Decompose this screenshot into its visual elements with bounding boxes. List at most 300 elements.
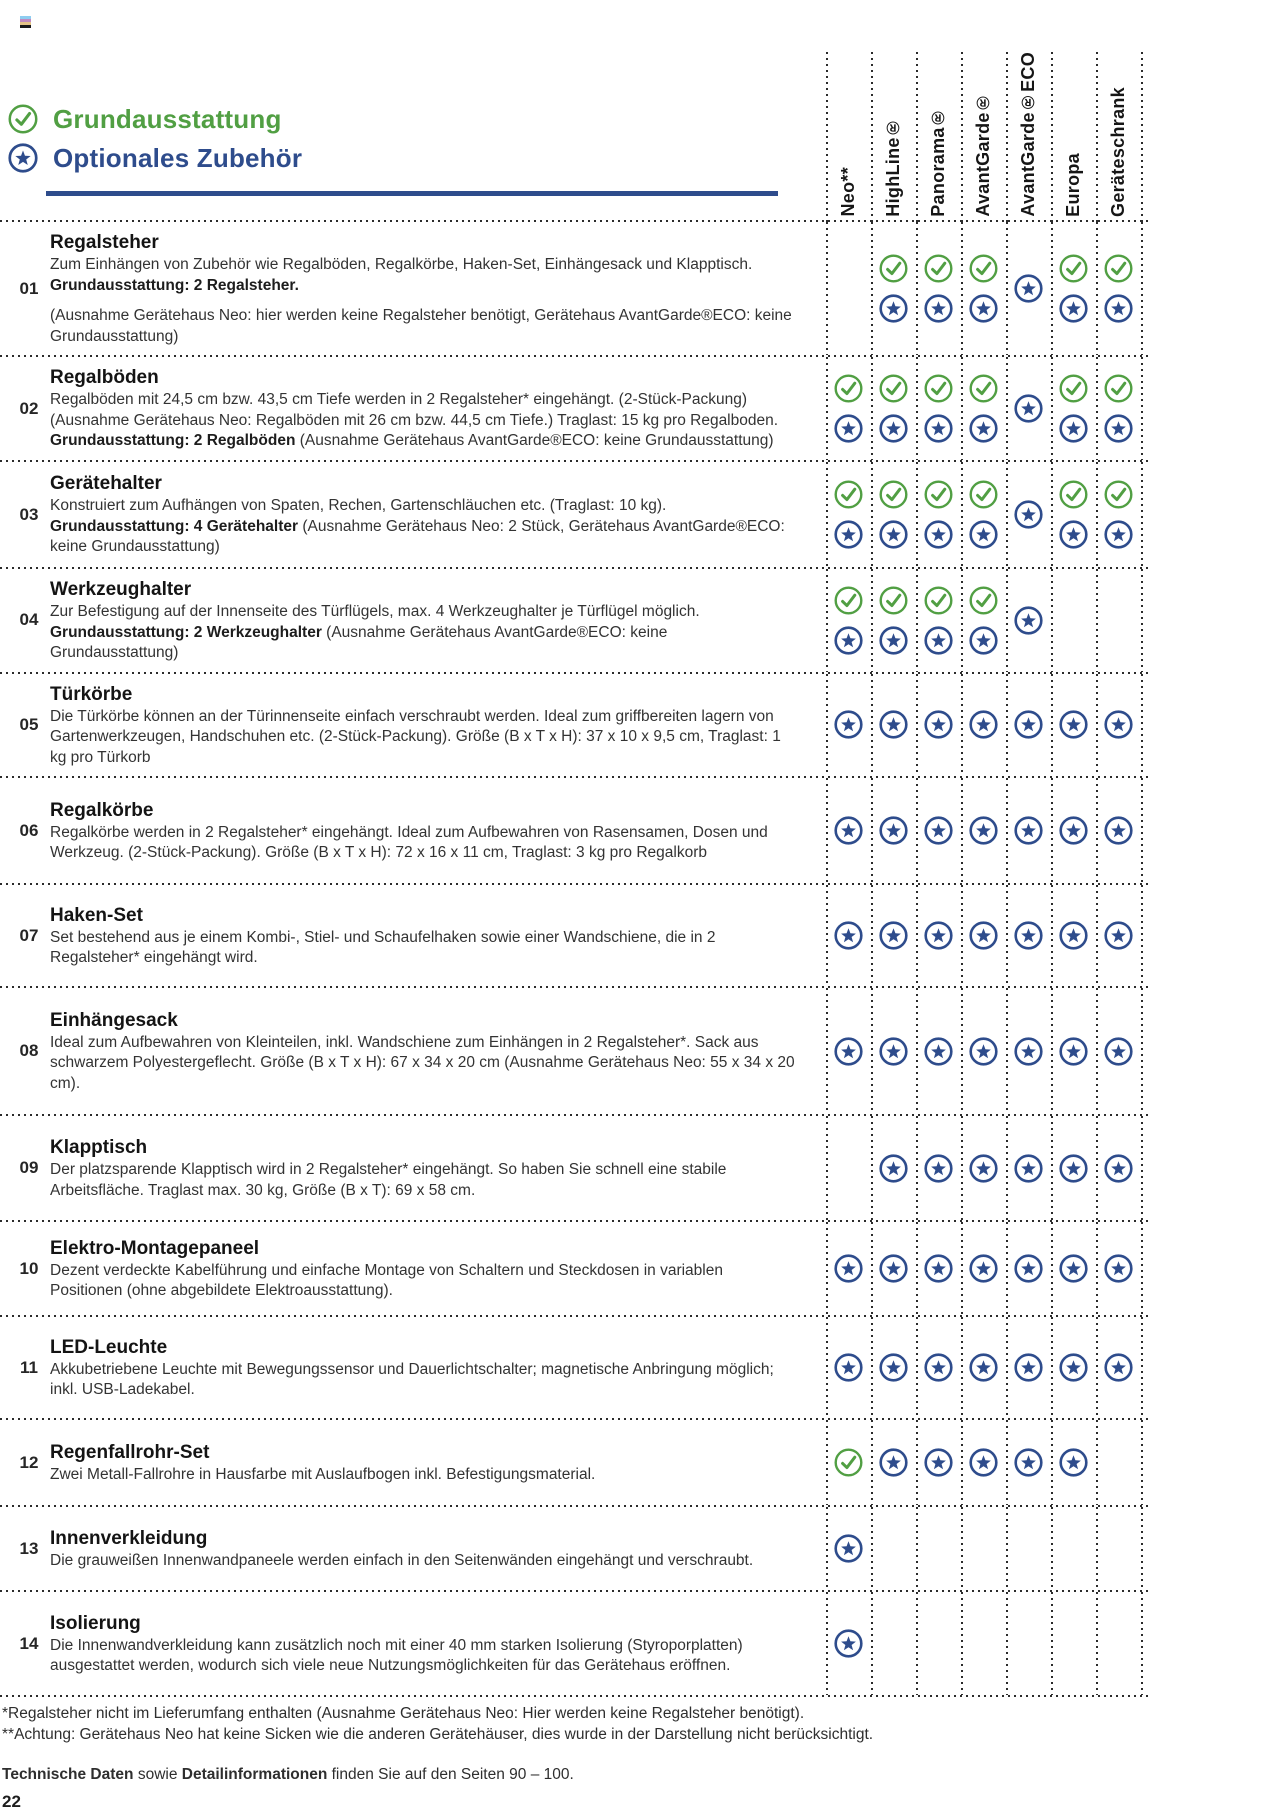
star-icon	[879, 1037, 908, 1066]
legend-optional	[8, 139, 826, 178]
matrix-cell	[826, 988, 871, 1114]
matrix-cell	[871, 222, 916, 355]
star-icon	[1059, 1037, 1088, 1066]
check-icon	[969, 374, 998, 403]
description-paragraph: Der platzsparende Klapptisch wird in 2 Regalsteher* eingehängt. So haben Sie schnell eine stabile Arbeitsfläche. Traglast max. 30 kg, Größe (B x T): 69 x 58 cm.	[50, 1161, 727, 1199]
star-icon	[1059, 520, 1088, 549]
table-row	[8, 1507, 1141, 1590]
star-icon	[1059, 1448, 1088, 1477]
matrix-cell	[871, 462, 916, 567]
check-icon	[1059, 374, 1088, 403]
matrix-cell	[1096, 1222, 1141, 1315]
matrix-cell	[1006, 1116, 1051, 1220]
row-title: Innenverkleidung	[50, 1527, 208, 1549]
description-paragraph: Grundausstattung: 2 Regalsteher.	[50, 276, 299, 294]
check-icon	[924, 254, 953, 283]
matrix-cell	[961, 569, 1006, 672]
star-icon	[1014, 921, 1043, 950]
star-icon	[924, 520, 953, 549]
legend-optional-label: Optionales Zubehör	[53, 142, 303, 173]
description-paragraph: Grundausstattung: 2 Werkzeughalter (Ausnahme Gerätehaus AvantGarde®ECO: keine Grundausstattung)	[50, 623, 668, 661]
check-icon	[1104, 254, 1133, 283]
matrix-cell	[1006, 1317, 1051, 1418]
star-icon	[834, 1353, 863, 1382]
row-title: Türkörbe	[50, 683, 133, 705]
row-title: Haken-Set	[50, 904, 143, 926]
row-description	[50, 988, 826, 1114]
star-icon	[969, 816, 998, 845]
star-icon	[1059, 414, 1088, 443]
matrix-cell	[916, 222, 961, 355]
equipment-matrix-table	[8, 52, 1141, 1697]
star-icon	[1014, 500, 1043, 529]
star-icon	[834, 626, 863, 655]
check-icon	[969, 586, 998, 615]
column-header-label: Europa	[1063, 152, 1083, 217]
star-icon	[8, 143, 38, 173]
star-icon	[969, 921, 998, 950]
matrix-cell	[1051, 1317, 1096, 1418]
star-icon	[8, 143, 38, 173]
check-icon	[879, 480, 908, 509]
matrix-cell	[961, 1592, 1006, 1695]
matrix-cell	[916, 1222, 961, 1315]
row-number: 03	[19, 504, 39, 524]
star-icon	[969, 1037, 998, 1066]
check-icon	[8, 104, 38, 134]
table-header-row	[8, 52, 1141, 220]
row-title: Elektro-Montagepaneel	[50, 1237, 260, 1259]
row-title: Isolierung	[50, 1612, 141, 1634]
table-row	[8, 988, 1141, 1114]
matrix-cell	[1006, 1222, 1051, 1315]
star-icon	[969, 414, 998, 443]
check-icon	[1104, 374, 1133, 403]
matrix-cell	[826, 885, 871, 986]
matrix-cell	[1051, 1116, 1096, 1220]
matrix-cell	[916, 1420, 961, 1505]
star-icon	[1059, 1154, 1088, 1183]
star-icon	[834, 1534, 863, 1563]
matrix-cell	[1051, 885, 1096, 986]
row-description	[50, 569, 826, 672]
matrix-cell	[1096, 778, 1141, 883]
matrix-cell	[916, 462, 961, 567]
row-description	[50, 1222, 826, 1315]
matrix-cell	[1096, 222, 1141, 355]
check-icon	[924, 480, 953, 509]
row-number: 12	[19, 1452, 39, 1472]
star-icon	[1014, 394, 1043, 423]
table-row	[8, 1116, 1141, 1220]
check-icon	[834, 1448, 863, 1477]
matrix-cell	[1096, 674, 1141, 777]
check-icon	[1059, 254, 1088, 283]
row-number: 06	[19, 820, 39, 840]
matrix-cell	[1051, 778, 1096, 883]
legend-standard-label: Grundausstattung	[53, 103, 282, 134]
matrix-cell	[826, 222, 871, 355]
description-paragraph: Die Innenwandverkleidung kann zusätzlich noch mit einer 40 mm starken Isolierung (Styroporplatten) ausgestattet werden, wodurch sich viele neue Nutzungsmöglichkeiten für das Gerätehaus eröffnen.	[50, 1636, 743, 1674]
table-row	[8, 674, 1141, 777]
matrix-cell	[1006, 222, 1051, 355]
matrix-cell	[961, 1222, 1006, 1315]
matrix-cell	[916, 885, 961, 986]
matrix-cell	[871, 1222, 916, 1315]
star-icon	[924, 816, 953, 845]
description-paragraph: (Ausnahme Gerätehaus Neo: hier werden keine Regalsteher benötigt, Gerätehaus AvantGarde®ECO: keine Grundausstattung)	[50, 307, 792, 345]
matrix-cell	[961, 462, 1006, 567]
star-icon	[1014, 1448, 1043, 1477]
matrix-cell	[961, 1420, 1006, 1505]
matrix-cell	[916, 778, 961, 883]
star-icon	[879, 1254, 908, 1283]
matrix-cell	[1051, 222, 1096, 355]
matrix-cell	[1051, 569, 1096, 672]
column-header	[1096, 52, 1141, 225]
column-header-label: AvantGarde®	[973, 91, 993, 217]
page-number: 22	[2, 1792, 21, 1811]
star-icon	[879, 414, 908, 443]
matrix-cell	[1096, 462, 1141, 567]
description-paragraph: Set bestehend aus je einem Kombi-, Stiel- und Schaufelhaken sowie einer Wandschiene, die in 2 Regalsteher* eingehängt wird.	[50, 928, 716, 966]
star-icon	[1059, 921, 1088, 950]
check-icon	[834, 586, 863, 615]
description-paragraph: Akkubetriebene Leuchte mit Bewegungssensor und Dauerlichtschalter; magnetische Anbringung möglich; inkl. USB-Ladekabel.	[50, 1360, 774, 1398]
matrix-cell	[871, 778, 916, 883]
star-icon	[969, 1448, 998, 1477]
row-number: 13	[19, 1538, 39, 1558]
star-icon	[1104, 1154, 1133, 1183]
star-icon	[1104, 816, 1133, 845]
row-title: Regalsteher	[50, 232, 159, 253]
table-row	[8, 222, 1141, 355]
legend-standard	[8, 100, 826, 139]
table-row	[8, 569, 1141, 672]
matrix-cell	[916, 988, 961, 1114]
matrix-cell	[916, 1317, 961, 1418]
row-description	[50, 357, 826, 460]
matrix-cell	[916, 569, 961, 672]
matrix-cell	[1006, 1507, 1051, 1590]
row-number: 05	[19, 714, 39, 734]
description-paragraph: Dezent verdeckte Kabelführung und einfache Montage von Schaltern und Steckdosen in variablen Positionen (ohne abgebildete Elektroausstattung).	[50, 1261, 723, 1299]
star-icon	[1014, 1154, 1043, 1183]
star-icon	[924, 921, 953, 950]
star-icon	[1014, 710, 1043, 739]
table-row	[8, 1420, 1141, 1505]
matrix-cell	[961, 1116, 1006, 1220]
matrix-cell	[1006, 569, 1051, 672]
row-description	[50, 462, 826, 567]
matrix-cell	[1096, 1592, 1141, 1695]
star-icon	[1014, 1254, 1043, 1283]
matrix-cell	[826, 462, 871, 567]
matrix-cell	[826, 1592, 871, 1695]
matrix-cell	[1096, 1420, 1141, 1505]
column-header-label: HighLine®	[883, 116, 903, 217]
matrix-cell	[961, 988, 1006, 1114]
matrix-cell	[1096, 1317, 1141, 1418]
star-icon	[924, 1254, 953, 1283]
star-icon	[834, 414, 863, 443]
matrix-cell	[1051, 1507, 1096, 1590]
row-description	[50, 674, 826, 777]
row-title: Regalböden	[50, 367, 159, 389]
star-icon	[969, 520, 998, 549]
star-icon	[924, 1353, 953, 1382]
matrix-cell	[1006, 462, 1051, 567]
row-title: Werkzeughalter	[50, 579, 192, 600]
check-icon	[969, 254, 998, 283]
matrix-cell	[916, 1592, 961, 1695]
star-icon	[924, 294, 953, 323]
matrix-cell	[961, 674, 1006, 777]
star-icon	[1059, 710, 1088, 739]
star-icon	[1104, 520, 1133, 549]
matrix-cell	[826, 357, 871, 460]
star-icon	[924, 710, 953, 739]
matrix-cell	[826, 778, 871, 883]
star-icon	[834, 816, 863, 845]
footnotes	[2, 1704, 873, 1745]
star-icon	[879, 626, 908, 655]
matrix-cell	[1006, 1592, 1051, 1695]
row-number: 01	[19, 278, 39, 298]
star-icon	[1014, 274, 1043, 303]
check-icon	[879, 586, 908, 615]
check-icon	[924, 586, 953, 615]
star-icon	[834, 921, 863, 950]
star-icon	[924, 1037, 953, 1066]
star-icon	[1104, 710, 1133, 739]
star-icon	[1014, 606, 1043, 635]
row-number: 04	[19, 610, 39, 630]
matrix-cell	[826, 1420, 871, 1505]
star-icon	[969, 294, 998, 323]
matrix-cell	[871, 674, 916, 777]
star-icon	[1059, 1254, 1088, 1283]
check-icon	[1059, 480, 1088, 509]
column-header-label: Neo**	[838, 167, 858, 217]
star-icon	[879, 1448, 908, 1477]
column-header	[871, 52, 916, 225]
check-icon	[1104, 480, 1133, 509]
star-icon	[879, 1353, 908, 1382]
matrix-cell	[961, 885, 1006, 986]
row-description	[50, 222, 826, 355]
column-header	[916, 52, 961, 225]
star-icon	[1014, 816, 1043, 845]
star-icon	[1059, 816, 1088, 845]
table-row	[8, 778, 1141, 883]
description-paragraph: Ideal zum Aufbewahren von Kleinteilen, inkl. Wandschiene zum Einhängen in 2 Regalsteher*. Sack aus schwarzem Polyestergeflecht. Größe (B x T x H): 67 x 34 x 20 cm (Ausnahme Gerätehaus Neo: 55 x 34 x 20 cm).	[50, 1033, 795, 1092]
header-underline	[46, 191, 778, 196]
matrix-cell	[1006, 885, 1051, 986]
check-icon	[924, 374, 953, 403]
star-icon	[969, 710, 998, 739]
table-row	[8, 1317, 1141, 1418]
star-icon	[834, 1629, 863, 1658]
print-registration-mark	[20, 16, 31, 28]
row-description	[50, 1317, 826, 1418]
matrix-cell	[1096, 569, 1141, 672]
star-icon	[1104, 921, 1133, 950]
matrix-cell	[916, 1116, 961, 1220]
matrix-cell	[1051, 357, 1096, 460]
row-description	[50, 1420, 826, 1505]
info-line: Technische Daten sowie Detailinformationen finden Sie auf den Seiten 90 – 100.	[2, 1766, 574, 1783]
row-number: 02	[19, 398, 39, 418]
matrix-cell	[1006, 1420, 1051, 1505]
description-paragraph: Konstruiert zum Aufhängen von Spaten, Rechen, Gartenschläuchen etc. (Traglast: 10 kg).	[50, 497, 667, 515]
row-number: 11	[20, 1357, 38, 1377]
row-number: 14	[19, 1633, 39, 1653]
matrix-cell	[1051, 674, 1096, 777]
matrix-cell	[1006, 674, 1051, 777]
table-row	[8, 1222, 1141, 1315]
row-description	[50, 1116, 826, 1220]
star-icon	[1104, 1353, 1133, 1382]
star-icon	[1104, 414, 1133, 443]
star-icon	[924, 626, 953, 655]
star-icon	[879, 1154, 908, 1183]
star-icon	[924, 1154, 953, 1183]
matrix-cell	[1096, 1116, 1141, 1220]
column-header-label: Geräteschrank	[1108, 86, 1128, 217]
matrix-cell	[871, 1420, 916, 1505]
matrix-cell	[1006, 357, 1051, 460]
matrix-cell	[1006, 778, 1051, 883]
row-title: LED-Leuchte	[50, 1336, 168, 1358]
matrix-cell	[826, 1317, 871, 1418]
row-title: Gerätehalter	[50, 473, 162, 495]
check-icon	[834, 480, 863, 509]
matrix-cell	[1006, 988, 1051, 1114]
star-icon	[879, 816, 908, 845]
star-icon	[1104, 1037, 1133, 1066]
star-icon	[1104, 294, 1133, 323]
star-icon	[879, 710, 908, 739]
matrix-cell	[871, 988, 916, 1114]
matrix-cell	[961, 222, 1006, 355]
column-header	[961, 52, 1006, 225]
star-icon	[1104, 1254, 1133, 1283]
description-paragraph: Zum Einhängen von Zubehör wie Regalböden, Regalkörbe, Haken-Set, Einhängesack und Klapptisch.	[50, 256, 753, 273]
table-row	[8, 1592, 1141, 1695]
matrix-cell	[1051, 462, 1096, 567]
matrix-cell	[826, 1507, 871, 1590]
row-title: Klapptisch	[50, 1137, 148, 1158]
matrix-cell	[871, 1116, 916, 1220]
column-header	[1006, 52, 1051, 225]
star-icon	[834, 1254, 863, 1283]
check-icon	[879, 374, 908, 403]
star-icon	[1014, 1037, 1043, 1066]
matrix-cell	[1096, 1507, 1141, 1590]
description-paragraph: Regalkörbe werden in 2 Regalsteher* eingehängt. Ideal zum Aufbewahren von Rasensamen, Dosen und Werkzeug. (2-Stück-Packung). Größe (B x T x H): 72 x 16 x 11 cm, Traglast: 3 kg pro Regalkorb	[50, 823, 768, 861]
footnote-neo-sicken: **Achtung: Gerätehaus Neo hat keine Sicken wie die anderen Gerätehäuser, dies wurde in der Darstellung nicht berücksichtigt.	[2, 1725, 874, 1743]
footnote-regalsteher: *Regalsteher nicht im Lieferumfang enthalten (Ausnahme Gerätehaus Neo: Hier werden keine Regalsteher benötigt).	[2, 1705, 805, 1722]
star-icon	[879, 294, 908, 323]
matrix-cell	[1096, 357, 1141, 460]
star-icon	[924, 414, 953, 443]
star-icon	[879, 520, 908, 549]
matrix-cell	[871, 885, 916, 986]
table-row	[8, 357, 1141, 460]
description-paragraph: Die Türkörbe können an der Türinnenseite einfach verschraubt werden. Ideal zum griffbereiten lagern von Gartenwerkzeugen, Handschuhen etc. (2-Stück-Packung). Größe (B x T x H): 37 x 10 x 9,5 cm, Traglast: 1 kg pro Türkorb	[50, 707, 781, 766]
matrix-cell	[916, 357, 961, 460]
matrix-cell	[1051, 1592, 1096, 1695]
star-icon	[879, 921, 908, 950]
check-icon	[969, 480, 998, 509]
row-number: 07	[19, 925, 39, 945]
matrix-cell	[1051, 1420, 1096, 1505]
matrix-cell	[826, 674, 871, 777]
matrix-cell	[826, 1116, 871, 1220]
row-description	[50, 1507, 826, 1590]
column-header-label: Panorama®	[928, 106, 948, 217]
check-icon	[834, 374, 863, 403]
star-icon	[1059, 294, 1088, 323]
matrix-cell	[1096, 988, 1141, 1114]
row-title: Regenfallrohr-Set	[50, 1441, 210, 1463]
description-paragraph: Zwei Metall-Fallrohre in Hausfarbe mit Auslaufbogen inkl. Befestigungsmaterial.	[50, 1465, 596, 1483]
matrix-cell	[916, 674, 961, 777]
star-icon	[969, 1154, 998, 1183]
matrix-cell	[871, 569, 916, 672]
row-description	[50, 778, 826, 883]
row-description	[50, 1592, 826, 1695]
matrix-cell	[1051, 1222, 1096, 1315]
matrix-cell	[916, 1507, 961, 1590]
description-paragraph: Regalböden mit 24,5 cm bzw. 43,5 cm Tiefe werden in 2 Regalsteher* eingehängt. (2-Stück-Packung) (Ausnahme Gerätehaus Neo: Regalböden mit 26 cm bzw. 44,5 cm Tiefe.) Traglast: 15 kg pro Regalboden.	[50, 391, 779, 429]
matrix-cell	[961, 778, 1006, 883]
row-number: 08	[19, 1041, 39, 1060]
star-icon	[1059, 1353, 1088, 1382]
star-icon	[1014, 1353, 1043, 1382]
matrix-cell	[871, 357, 916, 460]
star-icon	[924, 1448, 953, 1477]
star-icon	[969, 1254, 998, 1283]
description-paragraph: Zur Befestigung auf der Innenseite des Türflügels, max. 4 Werkzeughalter je Türflügel möglich.	[50, 603, 700, 620]
row-description	[50, 885, 826, 986]
description-paragraph: Die grauweißen Innenwandpaneele werden einfach in den Seitenwänden eingehängt und verschraubt.	[50, 1551, 754, 1569]
star-icon	[834, 520, 863, 549]
row-separator	[0, 1695, 1148, 1697]
matrix-cell	[961, 357, 1006, 460]
star-icon	[969, 1353, 998, 1382]
matrix-cell	[1051, 988, 1096, 1114]
description-paragraph: Grundausstattung: 4 Gerätehalter (Ausnahme Gerätehaus Neo: 2 Stück, Gerätehaus AvantGarde®ECO: keine Grundausstattung)	[50, 517, 785, 556]
column-header-label: AvantGarde®ECO	[1018, 52, 1038, 217]
row-number: 10	[19, 1258, 39, 1278]
description-paragraph: Grundausstattung: 2 Regalböden (Ausnahme Gerätehaus AvantGarde®ECO: keine Grundausstattung)	[50, 432, 774, 450]
legend	[8, 100, 826, 225]
star-icon	[969, 626, 998, 655]
matrix-cell	[826, 1222, 871, 1315]
table-row	[8, 462, 1141, 567]
column-header	[826, 52, 871, 225]
registration-stripe	[20, 25, 31, 28]
matrix-cell	[871, 1592, 916, 1695]
star-icon	[834, 710, 863, 739]
row-number: 09	[19, 1158, 39, 1177]
check-icon	[8, 104, 38, 134]
star-icon	[834, 1037, 863, 1066]
matrix-cell	[961, 1507, 1006, 1590]
matrix-cell	[961, 1317, 1006, 1418]
